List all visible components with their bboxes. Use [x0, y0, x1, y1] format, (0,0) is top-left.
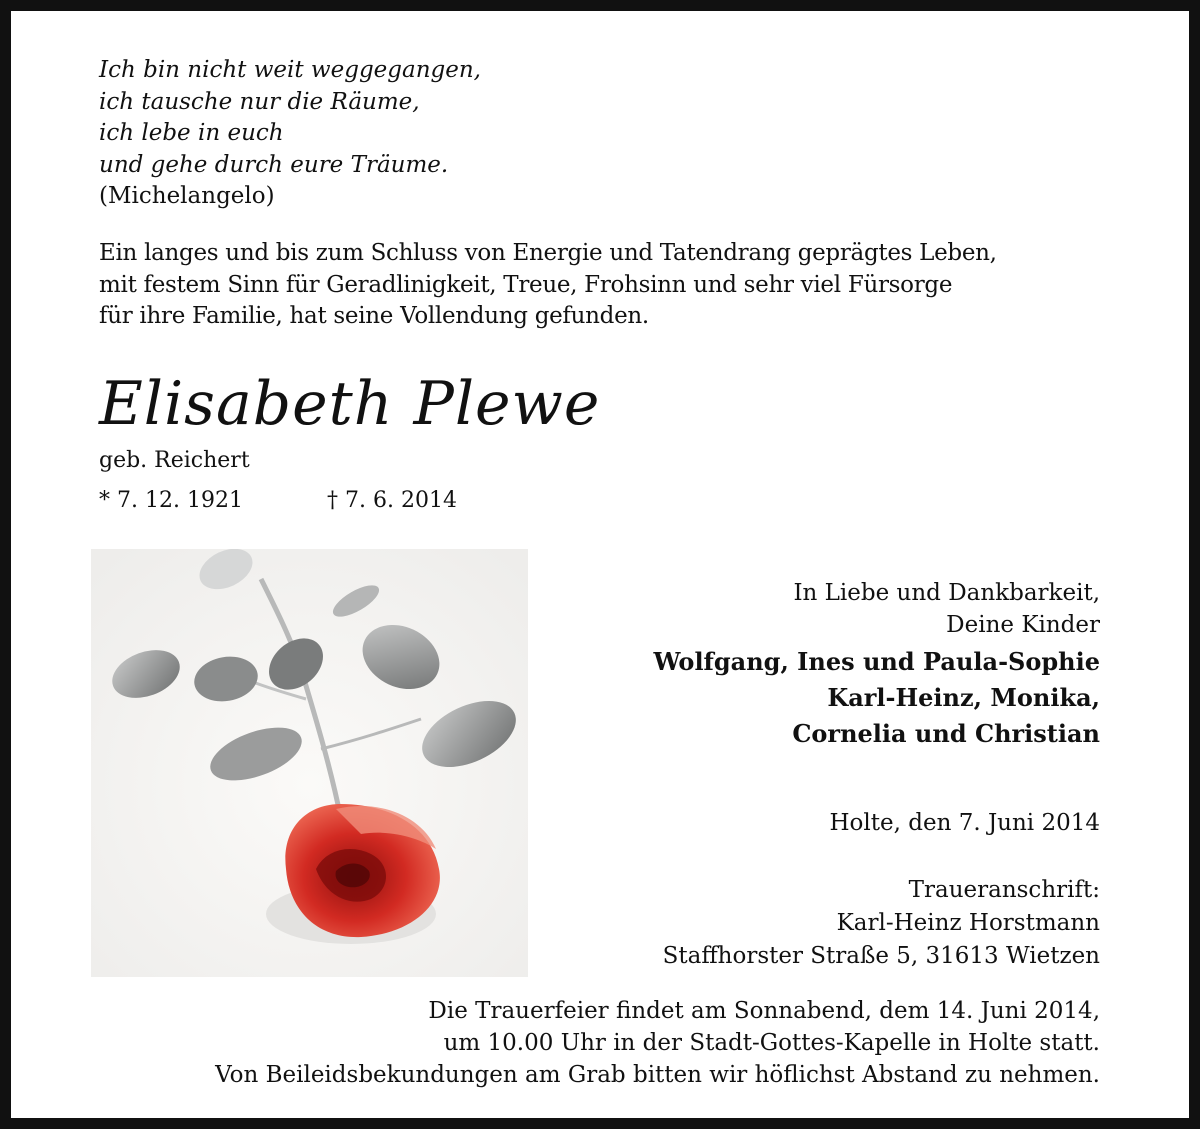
rose-image	[91, 549, 528, 977]
deceased-name: Elisabeth Plewe	[99, 369, 601, 439]
poem-line: und gehe durch eure Träume.	[99, 151, 449, 178]
intro-text	[99, 238, 997, 333]
thanks-greeting	[793, 577, 1100, 641]
mourning-address	[663, 874, 1100, 973]
poem	[99, 55, 481, 213]
mourner-line: Cornelia und Christian	[792, 719, 1100, 748]
place-date: Holte, den 7. Juni 2014	[829, 810, 1100, 836]
birth-date: * 7. 12. 1921	[99, 488, 243, 513]
poem-line: ich tausche nur die Räume,	[99, 88, 420, 115]
address-label: Traueranschrift:	[908, 877, 1100, 903]
intro-line: Ein langes und bis zum Schluss von Energie und Tatendrang geprägtes Leben,	[99, 240, 997, 266]
greeting-line: Deine Kinder	[946, 612, 1100, 638]
mourner-line: Karl-Heinz, Monika,	[827, 683, 1100, 712]
greeting-line: In Liebe und Dankbarkeit,	[793, 580, 1100, 606]
poem-source: (Michelangelo)	[99, 183, 275, 209]
maiden-name: geb. Reichert	[99, 448, 250, 473]
ceremony-line: Die Trauerfeier findet am Sonnabend, dem 14. Juni 2014,	[428, 998, 1100, 1024]
intro-line: für ihre Familie, hat seine Vollendung gefunden.	[99, 303, 649, 329]
address-name: Karl-Heinz Horstmann	[836, 910, 1100, 936]
mourner-line: Wolfgang, Ines und Paula-Sophie	[653, 647, 1100, 676]
ceremony-line: um 10.00 Uhr in der Stadt-Gottes-Kapelle in Holte statt.	[443, 1030, 1100, 1056]
ceremony-notice	[215, 995, 1100, 1091]
poem-line: Ich bin nicht weit weggegangen,	[99, 57, 481, 83]
address-street: Staffhorster Straße 5, 31613 Wietzen	[662, 943, 1100, 969]
rose-illustration	[91, 549, 528, 977]
intro-line: mit festem Sinn für Geradlinigkeit, Treue, Frohsinn und sehr viel Fürsorge	[99, 271, 953, 298]
poem-line: ich lebe in euch	[99, 120, 284, 146]
ceremony-line: Von Beileidsbekundungen am Grab bitten wir höflichst Abstand zu nehmen.	[215, 1062, 1100, 1088]
death-date: † 7. 6. 2014	[327, 488, 457, 513]
mourner-names	[653, 644, 1100, 752]
